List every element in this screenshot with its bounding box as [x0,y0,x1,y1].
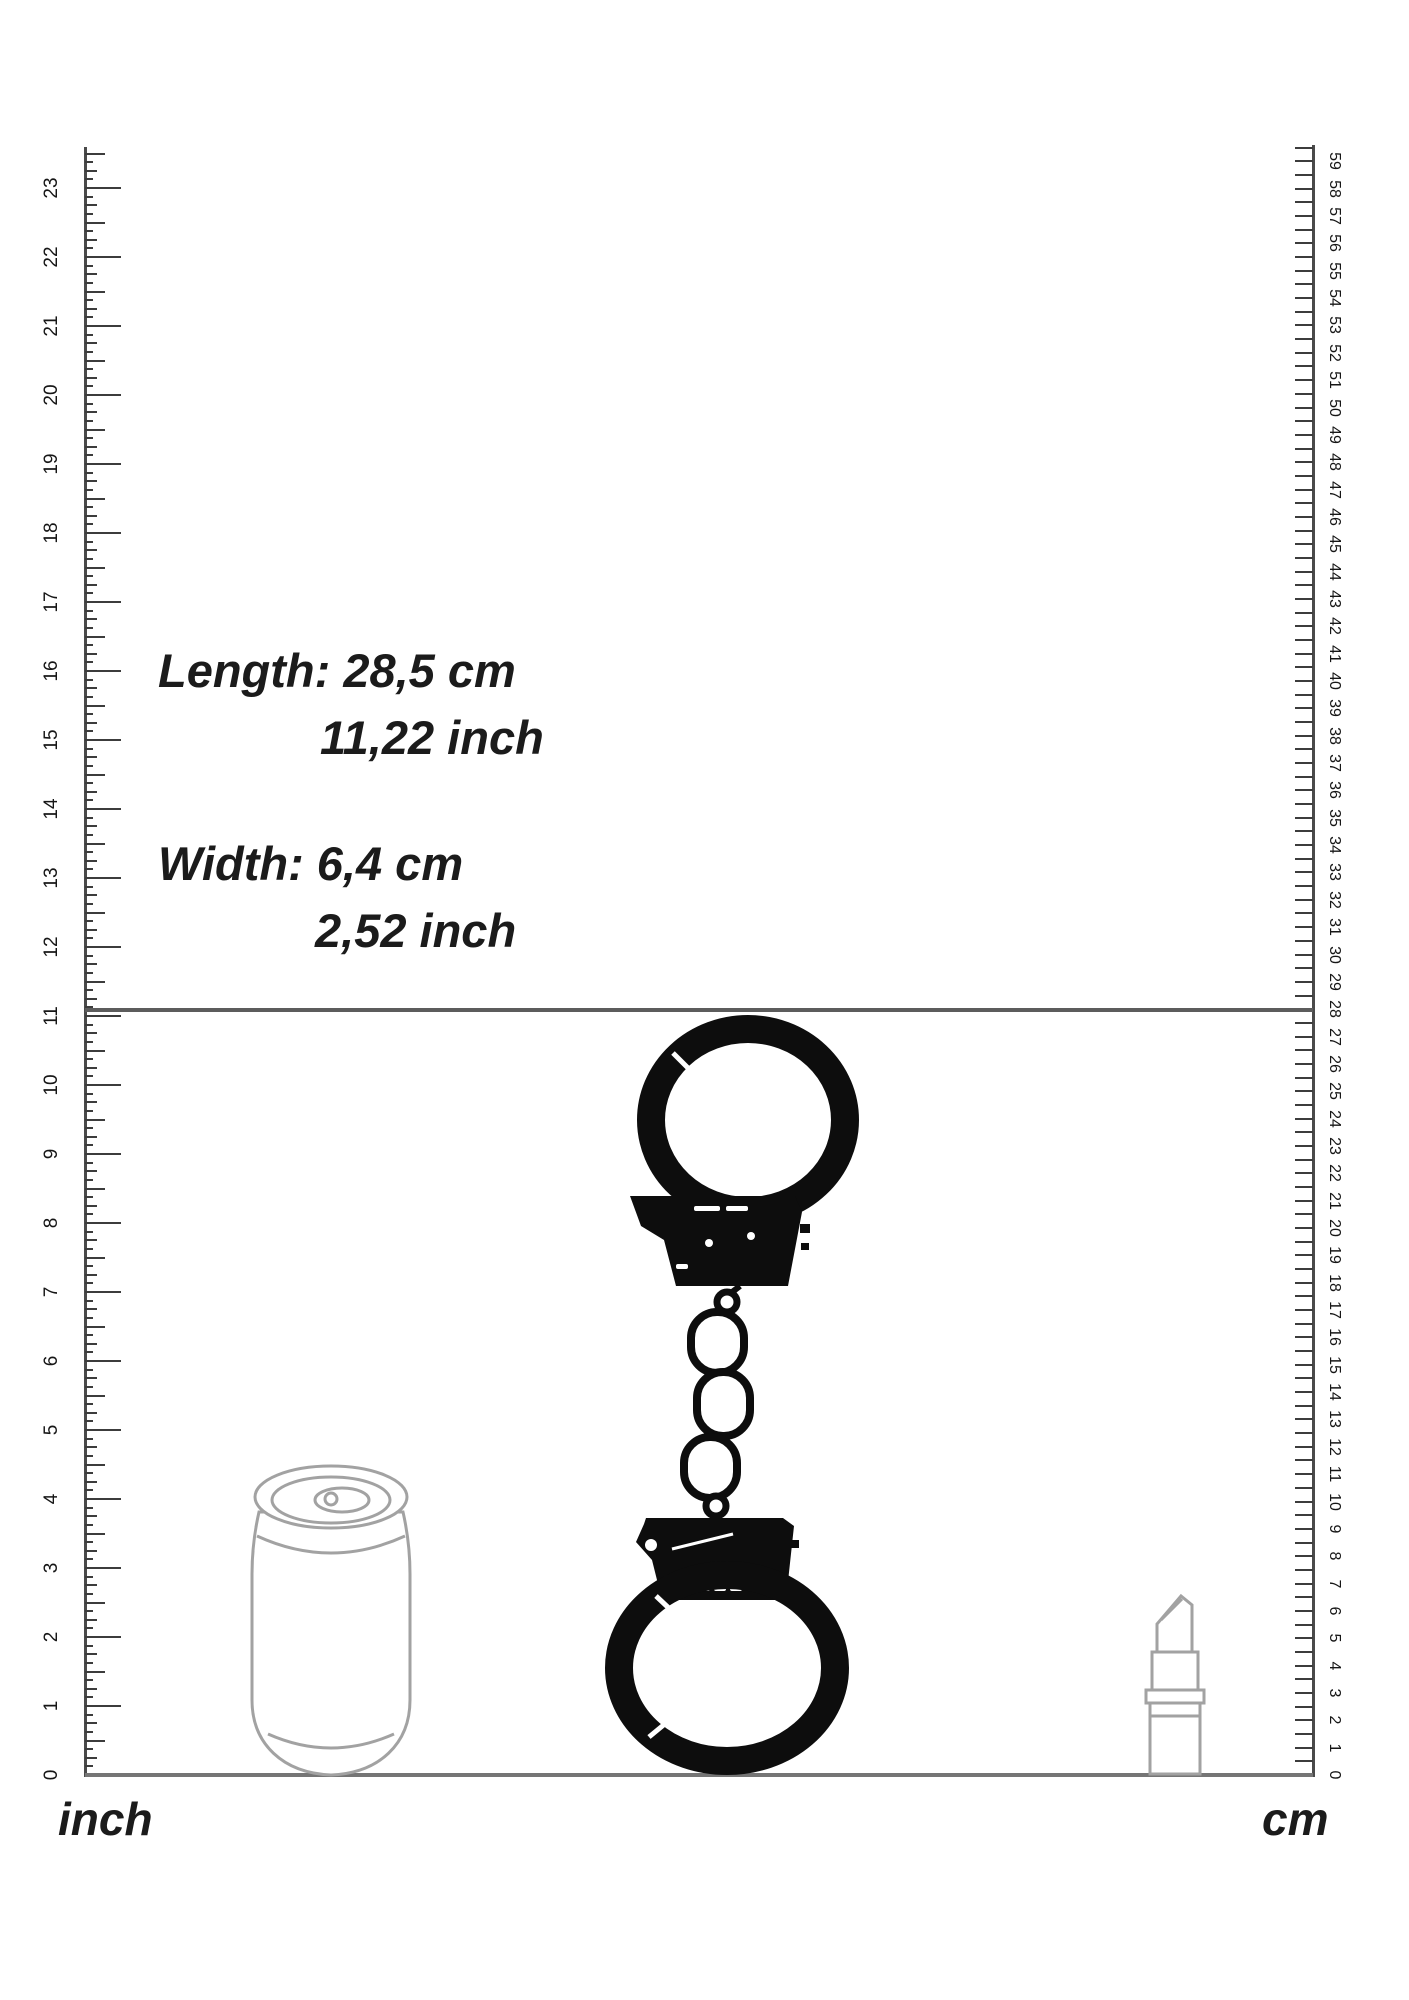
ruler-number: 39 [1326,699,1343,718]
ruler-number: 25 [1326,1082,1343,1101]
housing-engraving [726,1206,748,1211]
ruler-number: 34 [1326,836,1343,854]
chain-link [691,1312,744,1373]
ruler-number: 12 [1326,1437,1343,1456]
ruler-number: 40 [1326,672,1343,690]
ruler-number: 10 [41,1074,62,1096]
length-measurement-cm: Length: 28,5 cm [158,644,516,697]
ruler-number: 59 [1326,152,1343,171]
ruler-number: 2 [41,1631,62,1643]
housing-engraving [694,1206,720,1211]
ruler-number: 24 [1326,1109,1343,1128]
ruler-number: 4 [1326,1661,1343,1671]
ruler-number: 14 [41,798,62,820]
lipstick-base [1150,1703,1200,1774]
width-measurement-cm: Width: 6,4 cm [158,837,464,890]
ruler-number: 8 [41,1217,62,1229]
ruler-number: 4 [41,1493,62,1505]
handcuffs-graphic [619,1029,845,1761]
ruler-number: 20 [1326,1219,1343,1237]
chain-link [697,1372,750,1436]
ruler-number: 29 [1326,972,1343,991]
ruler-number: 30 [1326,945,1343,964]
ruler-number: 9 [1326,1524,1343,1534]
ruler-number: 3 [41,1562,62,1574]
ruler-number: 50 [1326,398,1343,417]
ruler-number: 38 [1326,726,1343,745]
ruler-number: 22 [41,246,62,268]
ruler-number: 33 [1326,863,1343,882]
ruler-number: 43 [1326,590,1343,608]
hinge-pin [645,1539,657,1551]
ruler-number: 16 [1326,1328,1343,1347]
housing-engraving [676,1264,688,1269]
ruler-number: 28 [1326,1000,1343,1019]
lipstick-graphic [1146,1596,1204,1774]
ruler-number: 26 [1326,1054,1343,1073]
ruler-number: 51 [1326,371,1343,390]
ruler-number: 55 [1326,261,1343,280]
ruler-number: 13 [1326,1410,1343,1429]
ruler-number: 46 [1326,507,1343,526]
ruler-number: 11 [41,1006,62,1026]
ruler-number: 14 [1326,1383,1343,1401]
keyhole-post [790,1540,799,1548]
length-measurement-inch: 11,22 inch [320,711,544,764]
ruler-number: 0 [1326,1770,1343,1780]
keyhole-post [801,1243,809,1250]
keyhole-post [800,1224,810,1233]
ruler-number: 0 [41,1769,62,1781]
ruler-number: 32 [1326,890,1343,909]
rivet [747,1232,755,1240]
ruler-number: 45 [1326,535,1343,554]
ruler-number: 23 [1326,1137,1343,1155]
ruler-number: 13 [41,867,62,889]
ruler-number: 48 [1326,453,1343,472]
ruler-number: 17 [41,591,62,613]
cm-unit-label: cm [1262,1793,1329,1845]
soda-can-graphic [252,1466,410,1775]
ruler-number: 41 [1326,644,1343,663]
ruler-number: 6 [41,1355,62,1367]
ruler-number: 22 [1326,1164,1343,1183]
chain-connector-ring [706,1496,726,1516]
ruler-number: 7 [1326,1579,1343,1588]
ruler-number: 21 [1326,1191,1343,1210]
can-lid [255,1466,407,1528]
ruler-number: 5 [1326,1633,1343,1643]
ruler-number: 37 [1326,754,1343,772]
ruler-number: 11 [1326,1465,1343,1483]
ruler-number: 42 [1326,617,1343,636]
ruler-number: 57 [1326,207,1343,225]
ruler-number: 1 [1326,1743,1343,1753]
ruler-number: 16 [41,660,62,682]
top-cuff-ring [651,1029,845,1211]
ruler-number: 53 [1326,316,1343,335]
ruler-number: 47 [1326,480,1343,499]
ruler-number: 12 [41,936,62,958]
ruler-number: 52 [1326,343,1343,362]
rivet [705,1239,713,1247]
ruler-number: 36 [1326,781,1343,800]
ruler-number: 31 [1326,918,1343,937]
ruler-number: 5 [41,1424,62,1436]
ruler-number: 49 [1326,425,1343,444]
ruler-number: 56 [1326,234,1343,253]
ruler-number: 58 [1326,179,1343,198]
ruler-number: 8 [1326,1551,1343,1561]
ruler-number: 27 [1326,1027,1343,1046]
ruler-number: 19 [1326,1246,1343,1265]
inch-unit-label: inch [58,1793,153,1845]
ruler-number: 18 [41,522,62,544]
ruler-number: 10 [1326,1492,1343,1511]
ruler-number: 35 [1326,808,1343,827]
can-body [252,1512,410,1775]
ruler-number: 23 [41,177,62,199]
lipstick-tube [1152,1652,1198,1690]
ruler-number: 20 [41,384,62,406]
chain-link [684,1437,737,1498]
ruler-number: 15 [1326,1355,1343,1374]
ruler-number: 54 [1326,289,1343,307]
width-measurement-inch: 2,52 inch [315,904,517,957]
ruler-number: 21 [41,315,62,337]
lipstick-flange [1146,1690,1204,1703]
ruler-number: 2 [1326,1715,1343,1725]
ruler-number: 19 [41,453,62,475]
ruler-number: 6 [1326,1606,1343,1616]
ruler-number: 3 [1326,1688,1343,1698]
ruler-number: 9 [41,1148,62,1160]
ruler-number: 18 [1326,1273,1343,1292]
ruler-number: 44 [1326,562,1343,581]
ruler-number: 7 [41,1286,62,1298]
ruler-number: 17 [1326,1301,1343,1319]
ruler-number: 15 [41,729,62,751]
ruler-number: 1 [41,1700,62,1712]
